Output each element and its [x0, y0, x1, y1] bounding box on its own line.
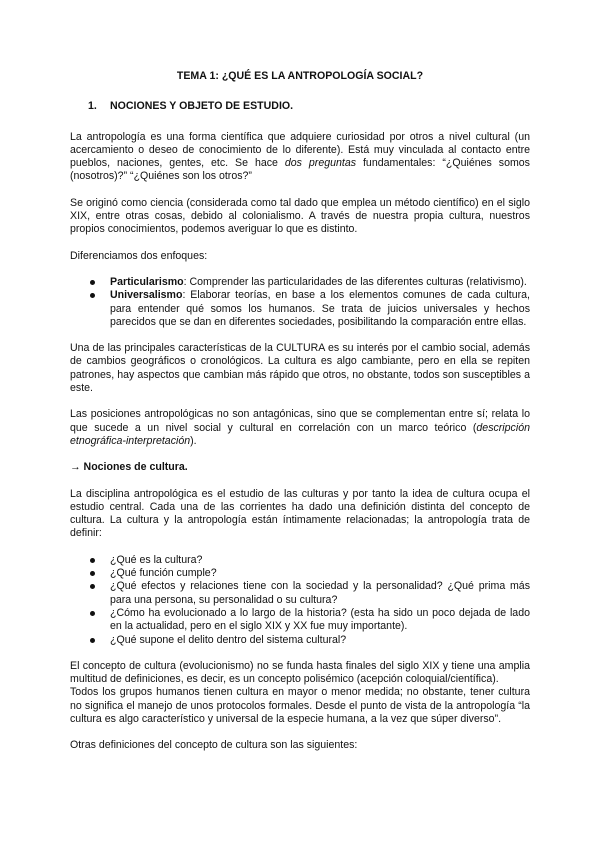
list-item: ¿Qué función cumple?: [110, 567, 530, 580]
term-text: : Elaborar teorías, en base a los elementos comunes de cada cultura, para entender qué somos los humanos. Se trata de juicios universales y hechos parecidos que se dan en diferentes sociedades, posibilitando la comparación entre ellas.: [110, 289, 530, 328]
paragraph-concepto: El concepto de cultura (evolucionismo) no se funda hasta finales del siglo XIX y tiene una amplia multitud de definiciones, es decir, es un concepto polisémico (acepción coloquial/científica).: [70, 659, 530, 686]
paragraph-posiciones: [70, 408, 530, 448]
list-item: ¿Cómo ha evolucionado a lo largo de la historia? (esta ha sido un poco dejada de lado en la actualidad, pero en el siglo XIX y XX fue muy importante).: [110, 606, 530, 633]
list-item: [110, 289, 530, 329]
document-title: TEMA 1: ¿QUÉ ES LA ANTROPOLOGÍA SOCIAL?: [176, 70, 424, 82]
list-item: [110, 276, 530, 289]
paragraph-disciplina: La disciplina antropológica es el estudio de las culturas y por tanto la idea de cultura ocupa el estudio central. Cada una de las corrientes ha dado una definición distinta del concepto de cultura. La cultura y la antropología están íntimamente relacionadas; la antropología trata de definir:: [70, 487, 530, 540]
enfoques-list: [70, 276, 530, 329]
emphasis-text: dos preguntas: [284, 157, 357, 170]
paragraph-text: La antropología es una forma científica que adquiere curiosidad por otros a nivel cultural (un acercamiento o deseo de conocimiento de lo diferente). Está muy vinculada al contacto entre pueblos, naciones, gentes, etc. Se hace: [70, 130, 530, 170]
term-label: Universalismo: [110, 289, 183, 302]
section-label: NOCIONES Y OBJETO DE ESTUDIO.: [110, 100, 294, 113]
term-label: Particularismo: [110, 275, 184, 288]
paragraph-grupos: Todos los grupos humanos tienen cultura en mayor o menor medida; no obstante, tener cultura no significa el manejo de unos protocolos formales. Desde el punto de vista de la antropología “la cultura es algo característico y universal de la especie humana, a la vez que súper diverso”.: [70, 686, 530, 725]
paragraph-intro: [70, 131, 530, 184]
paragraph-enfoques-intro: Diferenciamos dos enfoques:: [70, 249, 208, 262]
paragraph-text: Las posiciones antropológicas no son antagónicas, sino que se complementan entre sí; relata lo que sucede a un nivel social y cultural en correlación con un marco teórico (: [70, 408, 530, 434]
paragraph-cultura: Una de las principales características de la CULTURA es su interés por el cambio social, además de cambios geográficos o cronológicos. La cultura es algo cambiante, pero en ella se repiten patrones, hay aspectos que cambian más rápido que otros, no obstante, todos son susceptibles a este.: [70, 342, 530, 395]
section-number: 1.: [88, 100, 97, 113]
list-item: ¿Qué es la cultura?: [110, 554, 530, 567]
emphasis-text: descripción etnográfica-interpretación: [70, 421, 530, 447]
paragraph-otras: Otras definiciones del concepto de cultura son las siguientes:: [70, 739, 358, 752]
subheading-nociones: → Nociones de cultura.: [70, 461, 188, 474]
paragraph-text: fundamentales: “¿Quiénes somos (nosotros)?” “¿Quiénes son los otros?”: [70, 157, 530, 183]
paragraph-text: ).: [190, 434, 197, 447]
list-item: ¿Qué supone el delito dentro del sistema cultural?: [110, 634, 530, 647]
term-text: : Comprender las particularidades de las diferentes culturas (relativismo).: [183, 275, 527, 288]
preguntas-list: [70, 554, 530, 647]
paragraph-origin: Se originó como ciencia (considerada como tal dado que emplea un método científico) en el siglo XIX, entre otras cosas, debido al colonialismo. A través de nuestra propia cultura, nuestros propios conocimientos, podemos averiguar lo que es distinto.: [70, 196, 530, 236]
list-item: ¿Qué efectos y relaciones tiene con la sociedad y la personalidad? ¿Qué prima más para una persona, su personalidad o su cultura?: [110, 580, 530, 606]
section-heading: [88, 100, 530, 113]
